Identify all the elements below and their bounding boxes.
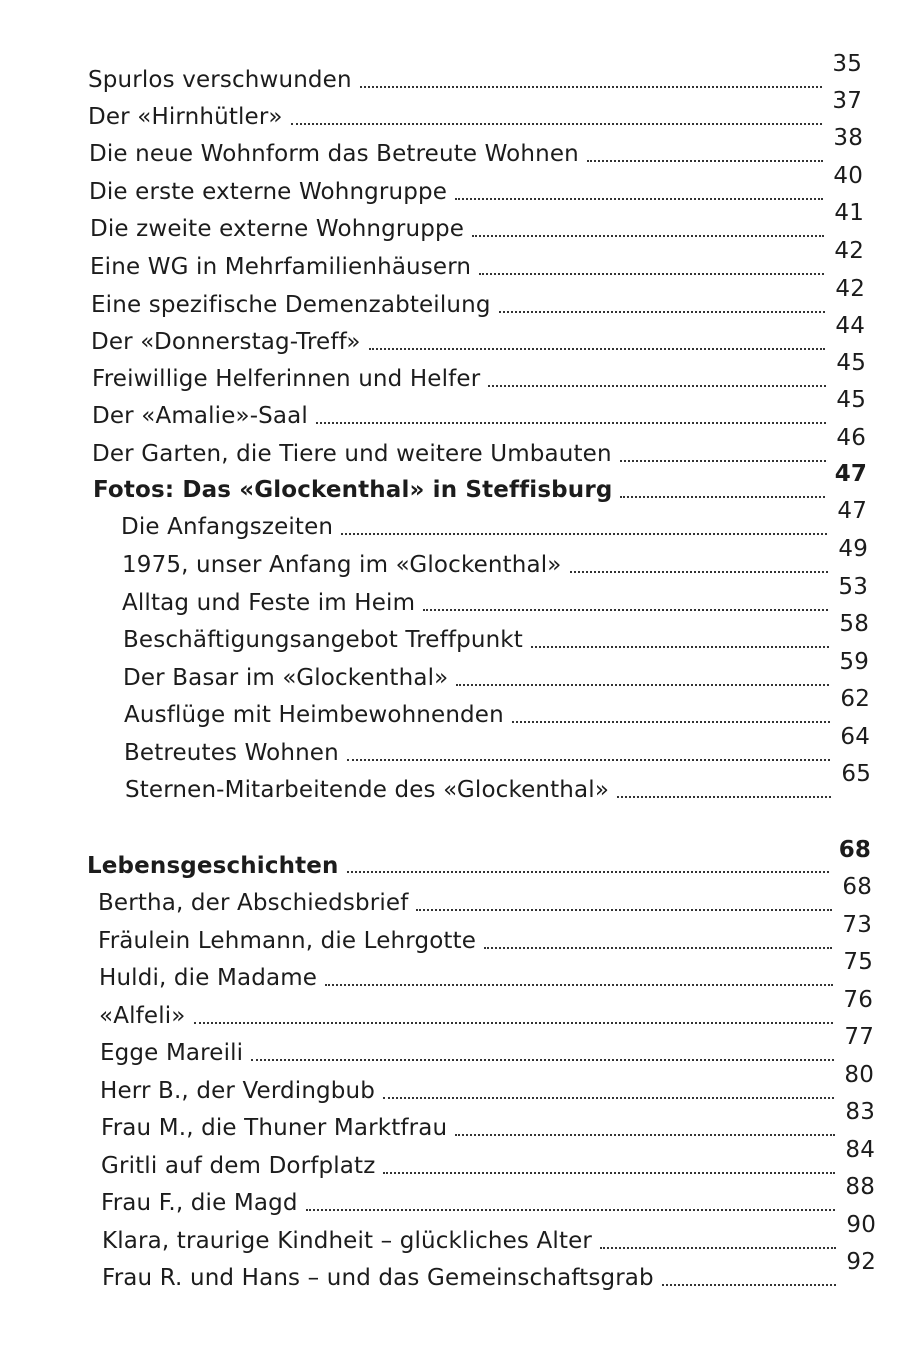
toc-entry-title: Eine spezifische Demenzabteilung <box>91 292 491 318</box>
toc-entry-title: Fräulein Lehmann, die Lehrgotte <box>98 928 477 954</box>
dot-leader <box>484 947 832 949</box>
toc-entry-title: Bertha, der Abschiedsbrief <box>98 890 409 916</box>
toc-entry-page-number: 44 <box>835 313 865 339</box>
toc-entry-page-number: 41 <box>834 200 864 226</box>
toc-section-heading <box>87 837 871 879</box>
toc-entry-title: Betreutes Wohnen <box>124 740 339 766</box>
toc-entry-page-number: 45 <box>836 387 866 413</box>
toc-entry-title: Huldi, die Madame <box>99 965 318 991</box>
toc-entry-title: «Alfeli» <box>99 1003 186 1029</box>
dot-leader <box>617 796 831 798</box>
toc-entry <box>92 350 866 392</box>
toc-entry <box>100 1024 874 1066</box>
toc-entry-page-number: 47 <box>834 461 867 487</box>
toc-entry <box>123 649 869 691</box>
toc-entry-title: Frau R. und Hans – und das Gemeinschaftsgrab <box>102 1265 654 1291</box>
dot-leader <box>662 1284 837 1286</box>
toc-entry-page-number: 88 <box>845 1174 875 1200</box>
toc-entry-title: Alltag und Feste im Heim <box>122 590 416 616</box>
toc-entry-page-number: 35 <box>832 51 862 77</box>
toc-entry <box>90 200 864 242</box>
toc-entry <box>88 88 862 130</box>
toc-entry-page-number: 65 <box>841 761 871 787</box>
toc-entry-title: Die neue Wohnform das Betreute Wohnen <box>89 141 579 167</box>
dot-leader <box>306 1209 836 1211</box>
dot-leader <box>479 273 824 275</box>
dot-leader <box>369 348 826 350</box>
toc-entry-title: Herr B., der Verdingbub <box>100 1078 376 1104</box>
toc-entry-page-number: 76 <box>843 987 873 1013</box>
toc-entry-title: Sternen-Mitarbeitende des «Glockenthal» <box>125 777 610 803</box>
toc-entry-page-number: 62 <box>840 686 870 712</box>
toc-entry-title: Die Anfangszeiten <box>121 514 334 540</box>
toc-entry-page-number: 58 <box>839 611 869 637</box>
toc-entry <box>122 536 868 578</box>
dot-leader <box>455 1134 835 1136</box>
toc-entry-page-number: 68 <box>838 837 871 863</box>
toc-entry-page-number: 38 <box>833 125 863 151</box>
toc-entry-title: Egge Mareili <box>100 1040 244 1066</box>
toc-entry-title: Der «Amalie»-Saal <box>92 403 308 429</box>
toc-entry-title: Fotos: Das «Glockenthal» in Steffisburg <box>93 477 613 503</box>
toc-entry-title: Klara, traurige Kindheit – glückliches Alter <box>102 1228 593 1254</box>
dot-leader <box>455 198 823 200</box>
toc-entry <box>102 1249 876 1291</box>
dot-leader <box>383 1097 834 1099</box>
dot-leader <box>341 533 827 535</box>
toc-entry-page-number: 37 <box>832 88 862 114</box>
toc-entry <box>121 498 867 540</box>
toc-entry-title: Spurlos verschwunden <box>88 67 352 93</box>
dot-leader <box>325 984 833 986</box>
toc-entry-title: Die erste externe Wohngruppe <box>89 179 448 205</box>
toc-entry <box>89 125 863 167</box>
toc-entry-title: Gritli auf dem Dorfplatz <box>101 1153 376 1179</box>
toc-entry-page-number: 68 <box>842 874 872 900</box>
toc-entry-title: Frau M., die Thuner Marktfrau <box>101 1115 448 1141</box>
toc-entry-title: Lebensgeschichten <box>87 853 339 879</box>
toc-entry <box>101 1099 875 1141</box>
toc-entry-page-number: 45 <box>836 350 866 376</box>
dot-leader <box>531 646 829 648</box>
toc-entry-title: Ausflüge mit Heimbewohnenden <box>124 702 504 728</box>
dot-leader <box>600 1247 836 1249</box>
dot-leader <box>347 759 831 761</box>
dot-leader <box>316 422 826 424</box>
toc-entry-page-number: 42 <box>834 238 864 264</box>
toc-entry <box>100 1062 874 1104</box>
dot-leader <box>570 571 829 573</box>
toc-entry-title: Die zweite externe Wohngruppe <box>90 216 465 242</box>
dot-leader <box>499 311 826 313</box>
toc-entry <box>91 313 865 355</box>
toc-entry-page-number: 53 <box>838 574 868 600</box>
toc-entry-page-number: 75 <box>843 949 873 975</box>
toc-entry-page-number: 77 <box>844 1024 874 1050</box>
toc-entry <box>92 425 866 467</box>
toc-entry-page-number: 73 <box>842 912 872 938</box>
toc-entry <box>99 949 873 991</box>
toc-entry-title: 1975, unser Anfang im «Glockenthal» <box>122 552 562 578</box>
dot-leader <box>620 460 827 462</box>
toc-entry <box>98 874 872 916</box>
toc-entry-page-number: 84 <box>845 1137 875 1163</box>
toc-entry <box>93 461 867 503</box>
dot-leader <box>587 160 824 162</box>
toc-entry <box>125 761 871 803</box>
toc-entry-page-number: 80 <box>844 1062 874 1088</box>
toc-entry <box>123 611 869 653</box>
toc-entry <box>124 724 870 766</box>
toc-entry <box>88 51 862 93</box>
toc-entry <box>101 1137 875 1179</box>
dot-leader <box>347 871 829 873</box>
dot-leader <box>472 235 824 237</box>
toc-entry-title: Der «Donnerstag-Treff» <box>91 329 361 355</box>
toc-entry <box>99 987 873 1029</box>
toc-entry-page-number: 90 <box>846 1212 876 1238</box>
toc-entry-page-number: 64 <box>840 724 870 750</box>
toc-entry <box>122 574 868 616</box>
toc-entry-page-number: 49 <box>838 536 868 562</box>
toc-entry-title: Der «Hirnhütler» <box>88 104 283 130</box>
dot-leader <box>488 385 826 387</box>
toc-entry <box>89 163 863 205</box>
toc-entry-title: Der Garten, die Tiere und weitere Umbauten <box>92 441 612 467</box>
toc-entry-title: Frau F., die Magd <box>101 1190 298 1216</box>
toc-entry-page-number: 40 <box>833 163 863 189</box>
toc-entry-title: Freiwillige Helferinnen und Helfer <box>92 366 481 392</box>
dot-leader <box>251 1059 834 1061</box>
toc-entry-page-number: 92 <box>846 1249 876 1275</box>
dot-leader <box>456 684 829 686</box>
toc-entry-page-number: 46 <box>836 425 866 451</box>
toc-entry-title: Eine WG in Mehrfamilienhäusern <box>90 254 472 280</box>
toc-entry-page-number: 59 <box>839 649 869 675</box>
toc-entry <box>91 276 865 318</box>
toc-entry <box>102 1212 876 1254</box>
toc-entry <box>90 238 864 280</box>
dot-leader <box>416 909 832 911</box>
toc-entry-page-number: 42 <box>835 276 865 302</box>
toc-entry-page-number: 47 <box>837 498 867 524</box>
toc-entry-page-number: 83 <box>845 1099 875 1125</box>
dot-leader <box>194 1022 834 1024</box>
dot-leader <box>620 496 824 498</box>
toc-entry <box>98 912 872 954</box>
dot-leader <box>383 1172 835 1174</box>
dot-leader <box>360 86 823 88</box>
toc-entry <box>124 686 870 728</box>
toc-entry-title: Der Basar im «Glockenthal» <box>123 665 449 691</box>
toc-entry <box>101 1174 875 1216</box>
toc-entry-title: Beschäftigungsangebot Treffpunkt <box>123 627 523 653</box>
toc-entry <box>92 387 866 429</box>
dot-leader <box>512 721 831 723</box>
dot-leader <box>291 123 823 125</box>
dot-leader <box>423 609 828 611</box>
